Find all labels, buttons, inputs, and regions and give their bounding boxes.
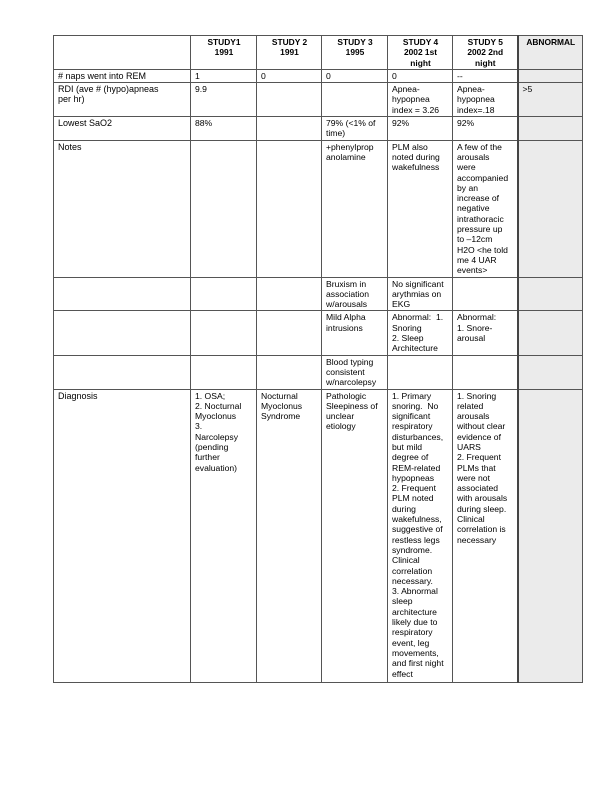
cell-study2 [257,140,322,277]
cell-line: necessary. [392,575,433,586]
cell-abnormal [518,117,583,141]
cell-study4 [388,69,453,82]
cell-line: were [457,162,476,173]
cell-line: Myoclonus [195,411,237,422]
row-label [54,311,191,355]
cell-line: correlation is [457,524,506,535]
cell-study1 [191,69,257,82]
cell-line: per hr) [58,94,85,105]
cell-line: 3. Abnormal [392,586,438,597]
cell-line: 2002 1st [403,47,438,58]
cell-line: Apnea- [392,84,420,95]
header-abnormal [518,36,583,70]
cell-line: suggestive of [392,524,443,535]
cell-abnormal [518,83,583,117]
cell-study2 [257,83,322,117]
cell-line: arousal [457,333,486,344]
cell-abnormal [518,140,583,277]
cell-line: noted during [392,151,440,162]
cell-line: 2002 2nd [467,47,504,58]
cell-study5 [453,389,518,682]
cell-line: Pathologic [326,390,367,401]
cell-line: pressure up [457,224,503,235]
cell-line: to –12cm [457,234,493,245]
cell-study1 [191,83,257,117]
cell-line: restless legs [392,534,440,545]
cell-line: associated [457,483,499,494]
cell-line: further [195,452,220,463]
header-study1 [191,36,257,70]
cell-line: RDI (ave # (hypo)apneas [58,84,159,95]
cell-line: Abnormal: 1. [392,312,444,323]
cell-line: PLMs that [457,462,496,473]
header-corner-cell [54,36,191,70]
cell-line: PLM noted [392,493,434,504]
cell-line: STUDY1 [207,37,241,47]
cell-line: hypopneas [392,472,435,483]
cell-study1 [191,355,257,389]
cell-line: Myoclonus [261,400,303,411]
cell-study4 [388,140,453,277]
cell-line: snoring. No [392,400,439,411]
cell-study2 [257,311,322,355]
cell-line: respiratory [392,627,433,638]
cell-study3 [322,83,388,117]
cell-line: H2O <he told [457,244,508,255]
cell-study3 [322,355,388,389]
cell-line: during sleep. [457,503,507,514]
cell-study5 [453,277,518,311]
row-sao2 [54,117,583,141]
cell-line: index = 3.26 [392,104,440,115]
cell-study2 [257,355,322,389]
cell-line: anolamine [326,151,366,162]
cell-line: Syndrome [261,411,301,422]
cell-line: Clinical [457,514,485,525]
cell-abnormal [518,69,583,82]
cell-line: Architecture [392,343,438,354]
cell-line: and first night [392,658,444,669]
cell-study1 [191,389,257,682]
cell-abnormal [518,277,583,311]
cell-line: Abnormal: [457,312,497,323]
cell-line: >5 [522,84,533,95]
row-notes4 [54,355,583,389]
cell-line: STUDY 2 [271,37,308,47]
cell-line: No significant [392,278,444,289]
cell-line: 1 [195,70,200,81]
cell-line: # naps went into REM [58,70,147,81]
cell-line: arousals [457,411,490,422]
cell-study4 [388,311,453,355]
cell-abnormal [518,355,583,389]
cell-study5 [453,140,518,277]
row-label [54,117,191,141]
cell-line: 1991 [280,47,299,58]
cell-line: Apnea- [457,84,485,95]
cell-line: STUDY 3 [337,37,373,47]
cell-abnormal [518,311,583,355]
cell-abnormal [518,389,583,682]
cell-line: 1995 [345,47,365,58]
cell-line: Blood typing [326,356,374,367]
cell-line: STUDY 4 [402,37,439,47]
cell-line: 1. Snoring [457,390,497,401]
cell-line: by an [457,182,479,193]
cell-line: movements, [392,647,439,658]
row-notes2 [54,277,583,311]
cell-line: UARS [457,441,481,452]
cell-line: etiology [326,421,356,432]
cell-line: Lowest SaO2 [58,118,113,129]
cell-line: w/arousals [326,299,368,310]
cell-line: architecture [392,606,437,617]
cell-line: 79% (<1% of [326,118,376,129]
cell-line: 0 [326,70,331,81]
cell-line: necessary [457,534,497,545]
cell-line: arousals [457,151,490,162]
cell-line: accompanied [457,172,509,183]
cell-line: 92% [392,118,410,129]
cell-study3 [322,277,388,311]
row-diagnosis [54,389,583,682]
cell-line: REM-related [392,462,441,473]
cell-line: 88% [195,118,213,129]
cell-line: -- [457,70,463,81]
header-row [54,36,583,70]
cell-study3 [322,140,388,277]
cell-line: hypopnea [457,94,495,105]
cell-line: Snoring [392,322,422,333]
cell-line: consistent [326,366,365,377]
cell-line: disturbances, [392,431,444,442]
cell-study4 [388,355,453,389]
cell-line: intrusions [326,322,363,333]
cell-study2 [257,389,322,682]
cell-line: 2. Sleep [392,333,424,344]
cell-line: during [392,503,416,514]
cell-study3 [322,389,388,682]
cell-study4 [388,83,453,117]
cell-study3 [322,311,388,355]
header-study3 [322,36,388,70]
cell-line: EKG [392,299,411,310]
header-study2 [257,36,322,70]
cell-study1 [191,117,257,141]
cell-line: 1. Primary [392,390,432,401]
cell-study1 [191,277,257,311]
cell-study4 [388,117,453,141]
sleep-study-table [53,35,583,683]
cell-line: evidence of [457,431,501,442]
cell-line: association [326,288,369,299]
cell-study3 [322,69,388,82]
cell-line: ABNORMAL [526,37,576,47]
cell-line: w/narcolepsy [326,377,377,388]
cell-line: 2. Frequent [392,483,436,494]
cell-line: 0 [392,70,397,81]
cell-study2 [257,277,322,311]
cell-line: significant [392,411,431,422]
header-study4 [388,36,453,70]
header-study5 [453,36,518,70]
cell-study1 [191,140,257,277]
cell-line: negative [457,203,490,214]
cell-line: 3. [195,421,203,432]
row-notes1 [54,140,583,277]
row-label [54,355,191,389]
cell-line: respiratory [392,421,433,432]
cell-line: unclear [326,411,355,422]
cell-line: 2. Nocturnal [195,400,242,411]
cell-line: A few of the [457,141,502,152]
cell-line: were not [457,472,490,483]
cell-line: syndrome. [392,544,433,555]
cell-line: 92% [457,118,475,129]
cell-line: Clinical [392,555,420,566]
cell-line: related [457,400,484,411]
cell-study1 [191,311,257,355]
cell-line: 2. Frequent [457,452,501,463]
cell-line: without clear [457,421,506,432]
row-label [54,277,191,311]
cell-line: wakefulness [392,162,440,173]
row-label [54,69,191,82]
cell-line: 9.9 [195,84,207,95]
cell-line: intrathoracic [457,213,504,224]
cell-study5 [453,311,518,355]
cell-line: arythmias on [392,288,442,299]
cell-line: Notes [58,141,82,152]
cell-line: correlation [392,565,433,576]
cell-line: 1. Snore- [457,322,493,333]
cell-line: likely due to [392,617,438,628]
cell-line: 0 [261,70,266,81]
cell-study3 [322,117,388,141]
cell-study2 [257,69,322,82]
row-notes3 [54,311,583,355]
cell-line: degree of [392,452,429,463]
row-label [54,389,191,682]
cell-line: Diagnosis [58,390,98,401]
cell-line: but mild [392,441,423,452]
cell-line: night [410,57,431,68]
cell-line: events> [457,265,488,276]
cell-line: sleep [392,596,413,607]
cell-study5 [453,355,518,389]
row-rdi [54,83,583,117]
row-naps [54,69,583,82]
cell-line: event, leg [392,637,430,648]
cell-line: Bruxism in [326,278,367,289]
cell-study5 [453,69,518,82]
cell-line: me 4 UAR [457,254,497,265]
cell-line: Sleepiness of [326,400,378,411]
cell-line: PLM also [392,141,428,152]
cell-line: with arousals [457,493,508,504]
cell-line: increase of [457,193,500,204]
cell-line: hypopnea [392,94,430,105]
cell-line: (pending [195,441,229,452]
cell-line: index=.18 [457,104,495,115]
cell-study4 [388,277,453,311]
cell-line: Mild Alpha [326,312,366,323]
cell-line: 1991 [214,47,234,58]
cell-study4 [388,389,453,682]
cell-line: Nocturnal [261,390,298,401]
cell-study2 [257,117,322,141]
row-label [54,83,191,117]
cell-line: night [475,57,496,68]
cell-study5 [453,117,518,141]
cell-line: +phenylprop [326,141,374,152]
cell-line: Narcolepsy [195,431,238,442]
cell-line: wakefulness, [392,514,442,525]
cell-line: effect [392,668,413,679]
cell-study5 [453,83,518,117]
cell-line: STUDY 5 [467,37,503,47]
row-label [54,140,191,277]
cell-line: 1. OSA; [195,390,226,401]
cell-line: evaluation) [195,462,238,473]
cell-line: time) [326,128,346,139]
